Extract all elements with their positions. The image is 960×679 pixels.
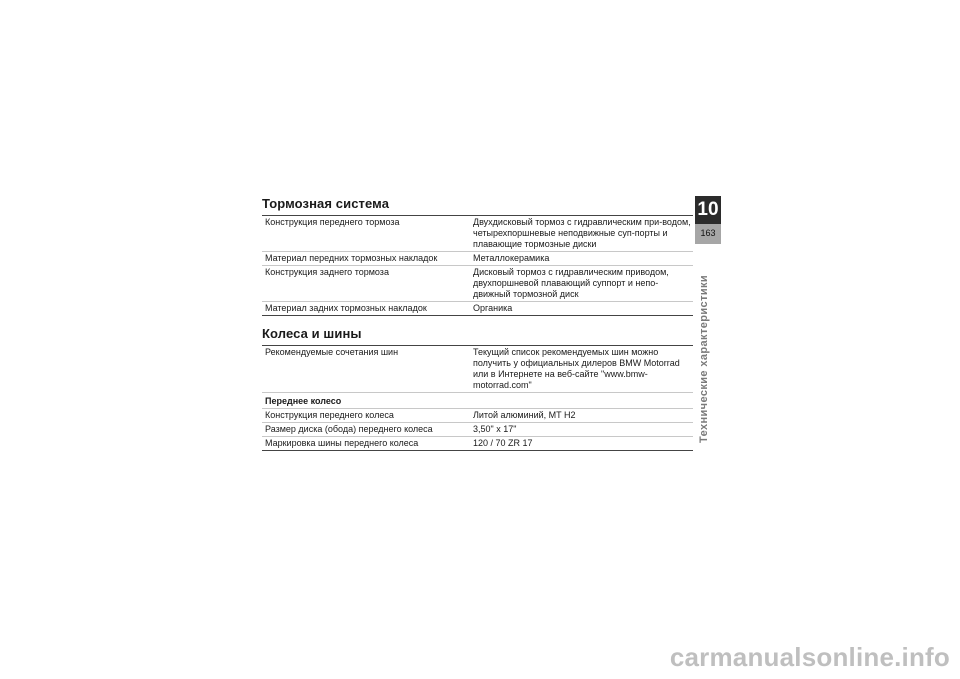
wheels-row-key: Маркировка шины переднего колеса — [262, 437, 470, 451]
table-row — [262, 409, 693, 423]
front-wheel-subheading: Переднее колесо — [262, 393, 693, 409]
wheels-row-key: Размер диска (обода) переднего колеса — [262, 423, 470, 437]
wheels-row-value: 120 / 70 ZR 17 — [470, 437, 693, 451]
table-subheading-row — [262, 393, 693, 409]
brakes-table — [262, 215, 693, 316]
chapter-number: 10 — [695, 196, 721, 224]
chapter-side-title: Технические характеристики — [698, 275, 710, 444]
brakes-row-key: Материал передних тормозных накладок — [262, 252, 470, 266]
chapter-tab — [695, 196, 721, 244]
wheels-section-title: Колеса и шины — [262, 326, 362, 341]
watermark: carmanualsonline.info — [669, 642, 950, 672]
brakes-row-value: Двухдисковый тормоз с гидравлическим при-водом, четырехпоршневые неподвижные суп-порты и плавающие тормозные диски — [470, 216, 693, 252]
brakes-row-value: Дисковый тормоз с гидравлическим приводом, двухпоршневой плавающий суппорт и непо-движный тормозной диск — [470, 266, 693, 302]
page-content — [262, 196, 690, 451]
brakes-row-key: Материал задних тормозных накладок — [262, 302, 470, 316]
brakes-section-title: Тормозная система — [262, 196, 390, 211]
brakes-row-key: Конструкция заднего тормоза — [262, 266, 470, 302]
table-row — [262, 346, 693, 393]
table-row — [262, 216, 693, 252]
page-number: 163 — [700, 228, 716, 238]
wheels-row-value: Литой алюминий, MT H2 — [470, 409, 693, 423]
table-row — [262, 266, 693, 302]
wheels-table — [262, 345, 693, 451]
wheels-row-key: Конструкция переднего колеса — [262, 409, 470, 423]
table-row — [262, 437, 693, 451]
table-row — [262, 423, 693, 437]
wheels-recommendation-key: Рекомендуемые сочетания шин — [262, 346, 470, 393]
table-row — [262, 252, 693, 266]
wheels-row-value: 3,50" x 17" — [470, 423, 693, 437]
wheels-recommendation-value: Текущий список рекомендуемых шин можно получить у официальных дилеров BMW Motorrad или в Интернете на веб-сайте "www.bmw-motorrad.com" — [470, 346, 693, 393]
brakes-row-value: Органика — [470, 302, 693, 316]
brakes-row-value: Металлокерамика — [470, 252, 693, 266]
brakes-row-key: Конструкция переднего тормоза — [262, 216, 470, 252]
table-row — [262, 302, 693, 316]
